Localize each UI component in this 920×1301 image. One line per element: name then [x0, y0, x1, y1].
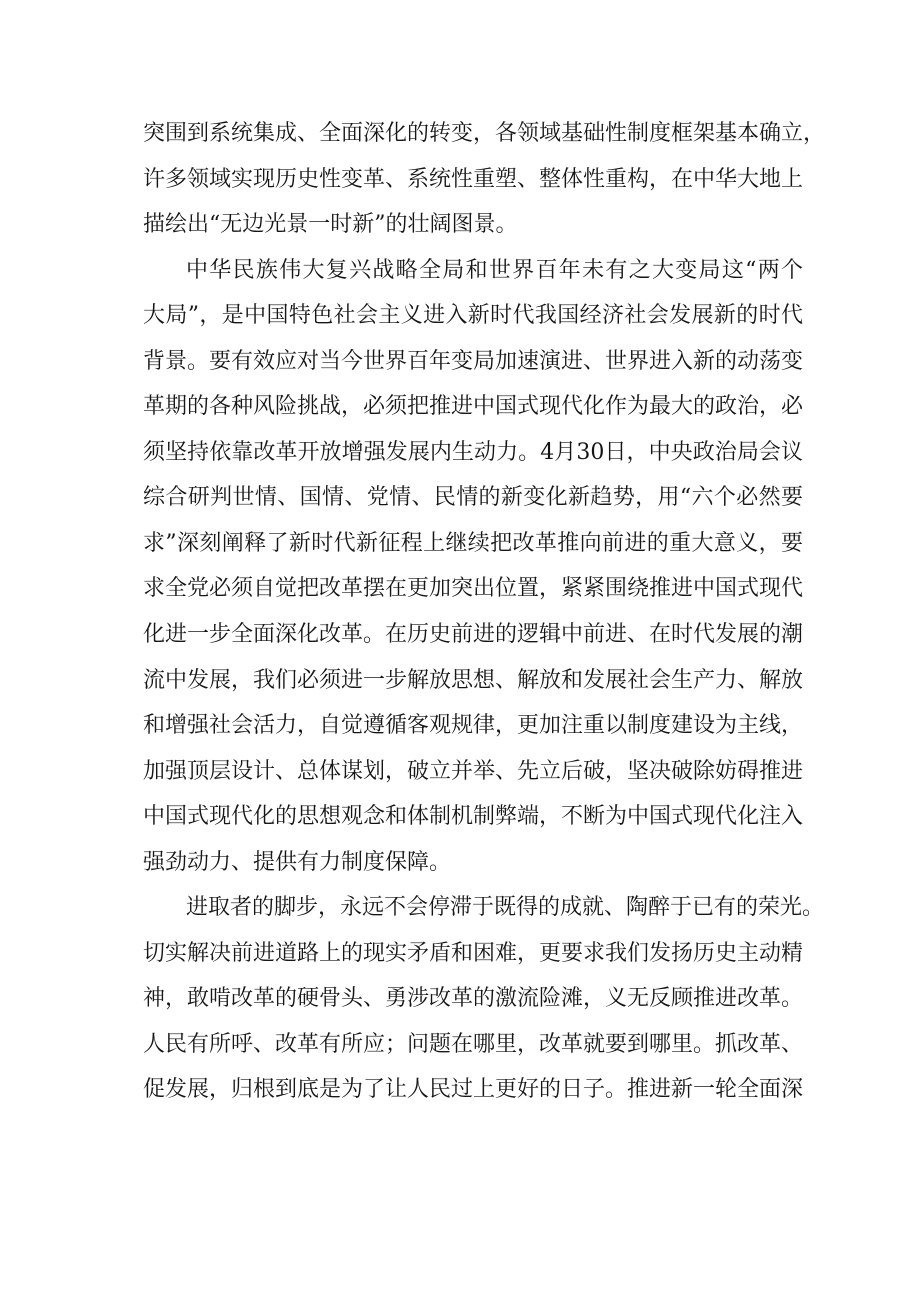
- article-body: [143, 111, 826, 1113]
- text-line: 中国式现代化的思想观念和体制机制弊端，不断为中国式现代化注入: [143, 804, 804, 830]
- text-line: 强劲动力、提供有力制度保障。: [143, 849, 452, 875]
- text-line: 化进一步全面深化改革。在历史前进的逻辑中前进、在时代发展的潮: [143, 622, 804, 648]
- text-line: 许多领域实现历史性变革、系统性重塑、整体性重构，在中华大地上: [143, 166, 804, 192]
- text-line: 神，敢啃改革的硬骨头、勇涉改革的激流险滩，义无反顾推进改革。: [143, 986, 804, 1012]
- text-line: 综合研判世情、国情、党情、民情的新变化新趋势，用“六个必然要: [143, 485, 803, 511]
- text-line: 大局”，是中国特色社会主义进入新时代我国经济社会发展新的时代: [143, 303, 803, 329]
- text-line: 须坚持依靠改革开放增强发展内生动力。4月30日，中央政治局会议: [143, 439, 803, 465]
- text-line: 进取者的脚步，永远不会停滞于既得的成就、陶醉于已有的荣光。: [186, 895, 825, 921]
- text-line: 求”深刻阐释了新时代新征程上继续把改革推向前进的重大意义，要: [143, 530, 803, 556]
- text-line: 突围到系统集成、全面深化的转变，各领域基础性制度框架基本确立，: [143, 121, 826, 146]
- text-line: 背景。要有效应对当今世界百年变局加速演进、世界进入新的动荡变: [143, 348, 804, 374]
- text-line: 流中发展，我们必须进一步解放思想、解放和发展社会生产力、解放: [143, 667, 804, 693]
- text-line: 中华民族伟大复兴战略全局和世界百年未有之大变局这“两个: [186, 257, 803, 283]
- text-line: 求全党必须自觉把改革摆在更加突出位置，紧紧围绕推进中国式现代: [143, 576, 804, 602]
- text-line: 人民有所呼、改革有所应；问题在哪里，改革就要到哪里。抓改革、: [143, 1031, 804, 1057]
- paragraph-1: [143, 111, 826, 248]
- text-line: 和增强社会活力，自觉遵循客观规律，更加注重以制度建设为主线，: [143, 713, 804, 739]
- text-line: 促发展，归根到底是为了让人民过上更好的日子。推进新一轮全面深: [143, 1077, 804, 1103]
- paragraph-3: [143, 885, 825, 1113]
- text-line: 切实解决前进道路上的现实矛盾和困难，更要求我们发扬历史主动精: [143, 940, 804, 966]
- text-line: 加强顶层设计、总体谋划，破立并举、先立后破，坚决破除妨碍推进: [143, 758, 804, 784]
- text-line: 革期的各种风险挑战，必须把推进中国式现代化作为最大的政治，必: [143, 394, 804, 420]
- paragraph-2: [143, 248, 803, 886]
- text-line: 描绘出“无边光景一时新”的壮阔图景。: [143, 212, 518, 238]
